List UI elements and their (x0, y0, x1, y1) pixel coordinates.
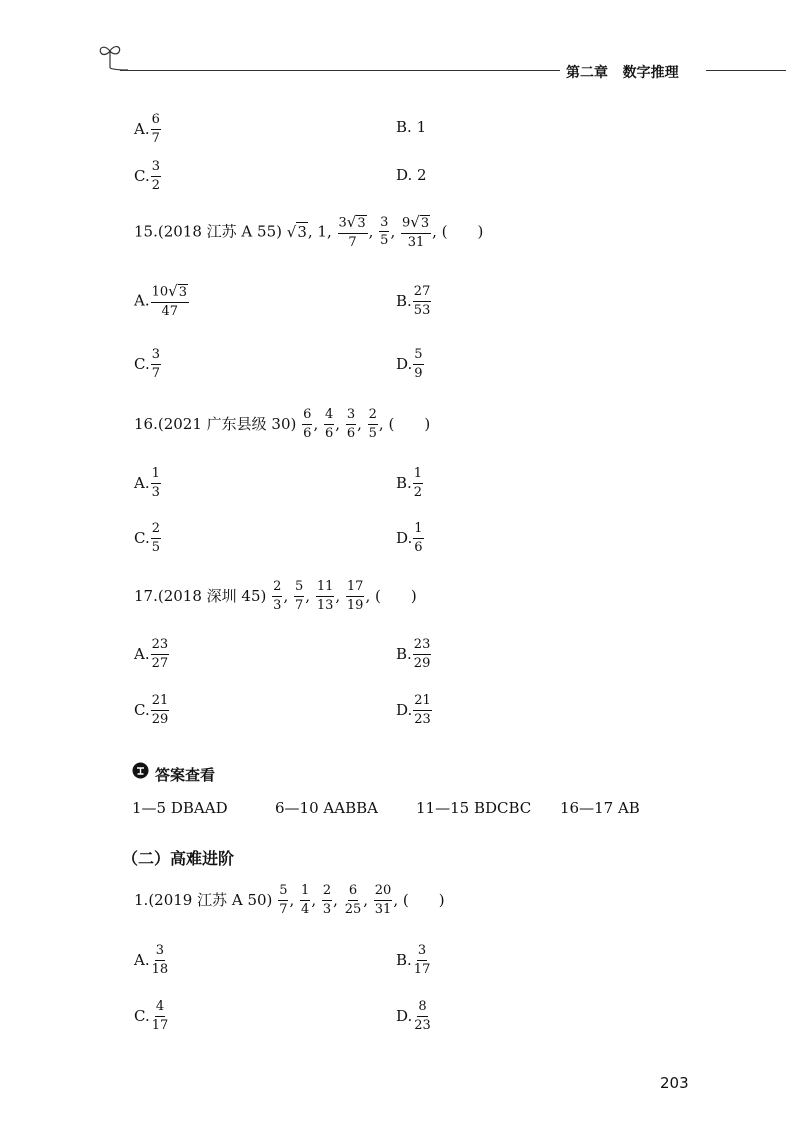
fraction: $\frac{6}{25}$ (344, 883, 362, 917)
q16-option-a: A. $\frac{1}{3}$ (134, 466, 160, 500)
fraction: $\frac{6}{6}$ (303, 407, 312, 441)
fraction: $\frac{3}{7}$ (151, 347, 160, 381)
fraction: $\frac{2}{5}$ (368, 407, 377, 441)
fraction: $\frac{27}{53}$ (413, 284, 431, 318)
q14-option-d: D. 2 (396, 166, 427, 184)
fraction: $\frac{3}{17}$ (413, 943, 431, 977)
answer-group: 6—10 AABBA (275, 799, 378, 817)
answer-blank: ( ) (441, 222, 484, 241)
answer-badge-icon (132, 762, 149, 779)
fraction: $\frac{3}{2}$ (151, 159, 160, 193)
answer-group: 1—5 DBAAD (132, 799, 228, 817)
fraction: $\frac{6}{7}$ (151, 112, 160, 146)
q14-option-c: C. $\frac{3}{2}$ (134, 159, 160, 193)
q1-stem: 1.(2019 江苏 A 50) $\frac{5}{7}$ , $\frac{1}{4}$ , $\frac{2}{3}$ , $\frac{6}{25}$ , $\frac{20}{31}$ , ( ) (134, 883, 445, 917)
q15-option-b: B. $\frac{27}{53}$ (396, 284, 431, 318)
fraction: $\frac{4}{6}$ (324, 407, 334, 441)
q1-option-d: D. $\frac{8}{23}$ (396, 999, 431, 1033)
fraction: $\frac{8}{23}$ (414, 999, 431, 1033)
fraction: $\frac{3}{6}$ (346, 407, 356, 441)
q14-option-a: A. $\frac{6}{7}$ (134, 112, 160, 146)
sprout-icon (96, 42, 130, 72)
q1-option-c: C. $\frac{4}{17}$ (134, 999, 169, 1033)
answer-group: 16—17 AB (560, 799, 640, 817)
answer-group: 11—15 BDCBC (416, 799, 532, 817)
section-title: （二）高难进阶 (122, 849, 235, 868)
q15-option-a: A. $\frac{10√3}{47}$ (134, 282, 187, 319)
fraction: $\frac{17}{19}$ (346, 579, 364, 613)
q17-option-b: B. $\frac{23}{29}$ (396, 637, 431, 671)
answer-key-line (132, 801, 692, 819)
fraction: $\frac{1}{4}$ (301, 883, 310, 917)
page-number: 203 (660, 1074, 689, 1092)
answer-blank: ( ) (388, 414, 431, 433)
fraction: $\frac{11}{13}$ (316, 579, 334, 613)
answer-blank: ( ) (375, 586, 417, 605)
fraction: $\frac{10√3}{47}$ (151, 282, 187, 319)
q17-option-c: C. $\frac{21}{29}$ (134, 693, 169, 727)
fraction: $\frac{2}{5}$ (151, 521, 160, 555)
fraction: $\frac{23}{29}$ (413, 637, 431, 671)
fraction: $\frac{21}{29}$ (151, 693, 169, 727)
fraction: $\frac{3√3}{7}$ (338, 213, 366, 250)
q17-option-d: D. $\frac{21}{23}$ (396, 693, 431, 727)
fraction: $\frac{3}{5}$ (380, 214, 389, 249)
fraction: $\frac{1}{6}$ (414, 521, 423, 555)
q15-option-c: C. $\frac{3}{7}$ (134, 347, 160, 381)
section-label: 数字推理 (622, 65, 679, 81)
q15-option-d: D. $\frac{5}{9}$ (396, 347, 423, 381)
fraction: $\frac{4}{17}$ (151, 999, 169, 1033)
fraction: $\frac{2}{3}$ (273, 579, 282, 613)
q17-stem: 17.(2018 深圳 45) $\frac{2}{3}$ , $\frac{5}{7}$ , $\frac{11}{13}$ , $\frac{17}{19}$ , ( ) (134, 579, 417, 613)
fraction: $\frac{20}{31}$ (374, 883, 392, 917)
q16-option-d: D. $\frac{1}{6}$ (396, 521, 423, 555)
fraction: $\frac{23}{27}$ (151, 637, 169, 671)
fraction: $\frac{5}{7}$ (279, 883, 288, 917)
fraction: $\frac{5}{7}$ (294, 579, 304, 613)
q16-stem: 16.(2021 广东县级 30) $\frac{6}{6}$ , $\frac{4}{6}$ , $\frac{3}{6}$ , $\frac{2}{5}$ , ( ) (134, 407, 431, 441)
q1-option-a: A. $\frac{3}{18}$ (134, 943, 169, 977)
fraction: $\frac{1}{3}$ (151, 466, 160, 500)
q16-option-c: C. $\frac{2}{5}$ (134, 521, 160, 555)
q14-option-b: B. 1 (396, 118, 427, 136)
fraction: $\frac{1}{2}$ (413, 466, 423, 500)
fraction: $\frac{9√3}{31}$ (402, 213, 430, 250)
header-rule-left (120, 70, 560, 71)
q16-option-b: B. $\frac{1}{2}$ (396, 466, 423, 500)
header-rule-right (706, 70, 786, 71)
sqrt: √3 (286, 222, 307, 241)
fraction: $\frac{5}{9}$ (414, 347, 423, 381)
q17-option-a: A. $\frac{23}{27}$ (134, 637, 169, 671)
chapter-label: 第二章 (566, 65, 608, 81)
fraction: $\frac{2}{3}$ (322, 883, 332, 917)
answer-blank: ( ) (402, 890, 445, 909)
fraction: $\frac{3}{18}$ (151, 943, 169, 977)
answer-key-title: 答案查看 (155, 766, 216, 784)
fraction: $\frac{21}{23}$ (414, 693, 431, 727)
running-header (566, 62, 679, 82)
q15-stem: 15.(2018 江苏 A 55) √3, 1, $\frac{3√3}{7}$ , $\frac{3}{5}$ , $\frac{9√3}{31}$ , ( ) (134, 213, 484, 250)
q1-option-b: B. $\frac{3}{17}$ (396, 943, 431, 977)
